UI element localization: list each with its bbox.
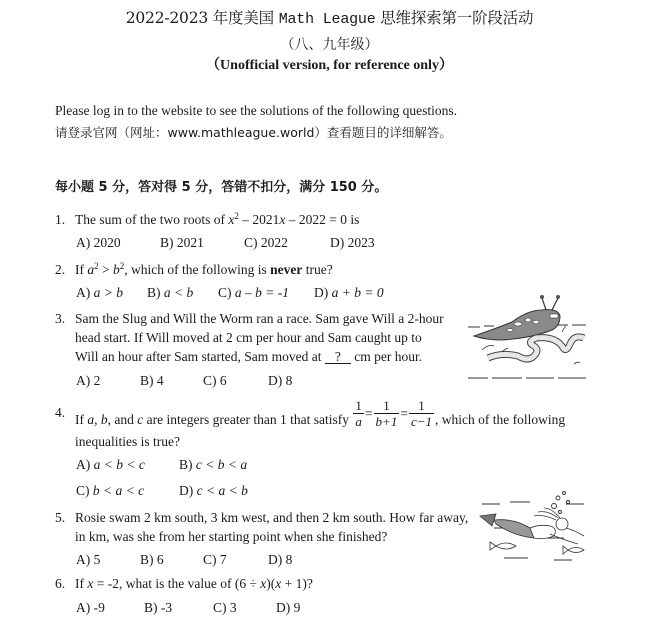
title-prefix: 2022-2023 年度美国	[125, 9, 274, 27]
document-title	[0, 6, 659, 28]
option-b: B) a < b	[147, 285, 194, 300]
option-d: D) a + b = 0	[314, 285, 384, 300]
question-text: If x = -2, what is the value of (6 ÷ x)(x + 1)?	[75, 576, 313, 591]
intro-chinese: 请登录官网（网址：www.mathleague.world）查看题目的详细解答。	[55, 125, 452, 140]
title-suffix: 思维探索第一阶段活动	[380, 9, 534, 27]
option-a: A) a > b	[76, 285, 123, 300]
option-a: A) 2	[76, 373, 101, 388]
option-c: C) 7	[203, 552, 227, 567]
option-b: B) 2021	[160, 235, 204, 250]
question-1	[0, 212, 659, 256]
question-5	[0, 510, 659, 570]
question-text-line-2: in km, was she from her starting point when she finished?	[75, 529, 388, 544]
option-d: D) 8	[268, 552, 293, 567]
option-a: A) 2020	[76, 235, 121, 250]
question-text: If $a^2 > b^2$, which of the following is never true?	[75, 261, 333, 277]
question-number: 5.	[55, 510, 66, 525]
scoring-rules: 每小题 5 分，答对得 5 分，答错不扣分，满分 150 分。	[55, 180, 388, 195]
option-c: C) b < a < c	[76, 483, 145, 498]
answer-blank: ?	[325, 350, 351, 364]
fraction-1-over-a: $\frac{1}{a}$	[355, 398, 362, 429]
slug-icon	[474, 295, 560, 340]
question-text-line-2: inequalities is true?	[75, 434, 180, 449]
question-number: 1.	[55, 212, 66, 227]
question-4	[0, 398, 659, 498]
option-a: A) a < b < c	[76, 457, 145, 472]
option-c: C) 6	[203, 373, 227, 388]
question-text-line-2: head start. If Will moved at 2 cm per hour and Sam caught up to	[75, 330, 422, 345]
question-number: 6.	[55, 576, 66, 591]
question-text-line-1: If a, b, and c are integers greater than 1 that satisfy $\frac{1}{a}$ = $\frac{1}{b+1}$ = $\frac{1}{c-1}$ , which of the following	[75, 398, 566, 429]
grade-level: （八、九年级）	[280, 37, 379, 53]
option-c: C) 2022	[244, 235, 288, 250]
option-b: B) 6	[140, 552, 164, 567]
slug-and-worm-illustration	[462, 292, 590, 388]
question-number: 3.	[55, 311, 66, 326]
title-brand: Math League	[278, 11, 376, 28]
option-b: B) -3	[144, 600, 173, 615]
option-b: B) c < b < a	[179, 457, 248, 472]
fraction-1-over-b-plus-1: $\frac{1}{b+1}$	[375, 398, 398, 429]
disclaimer: （Unofficial version, for reference only）	[206, 58, 453, 73]
option-c: C) a – b = -1	[218, 285, 289, 300]
option-d: D) 8	[268, 373, 293, 388]
question-text-line-3: Will an hour after Sam started, Sam moved at ? cm per hour.	[75, 349, 423, 364]
question-number: 2.	[55, 262, 66, 277]
option-a: A) 5	[76, 552, 101, 567]
option-d: D) c < a < b	[179, 483, 248, 498]
question-6	[0, 576, 659, 626]
fraction-1-over-c-minus-1: $\frac{1}{c-1}$	[410, 398, 432, 429]
intro-english: Please log in to the website to see the solutions of the following questions.	[55, 103, 457, 118]
question-text-line-1: Sam the Slug and Will the Worm ran a race. Sam gave Will a 2-hour	[75, 311, 444, 326]
option-d: D) 2023	[330, 235, 375, 250]
option-d: D) 9	[276, 600, 301, 615]
option-c: C) 3	[213, 600, 237, 615]
question-number: 4.	[55, 405, 66, 420]
option-b: B) 4	[140, 373, 164, 388]
question-text-line-1: Rosie swam 2 km south, 3 km west, and then 2 km south. How far away,	[75, 510, 469, 525]
question-text: The sum of the two roots of $x^2 - 2021x - 2022 = 0$ is	[75, 211, 360, 227]
option-a: A) -9	[76, 600, 105, 615]
